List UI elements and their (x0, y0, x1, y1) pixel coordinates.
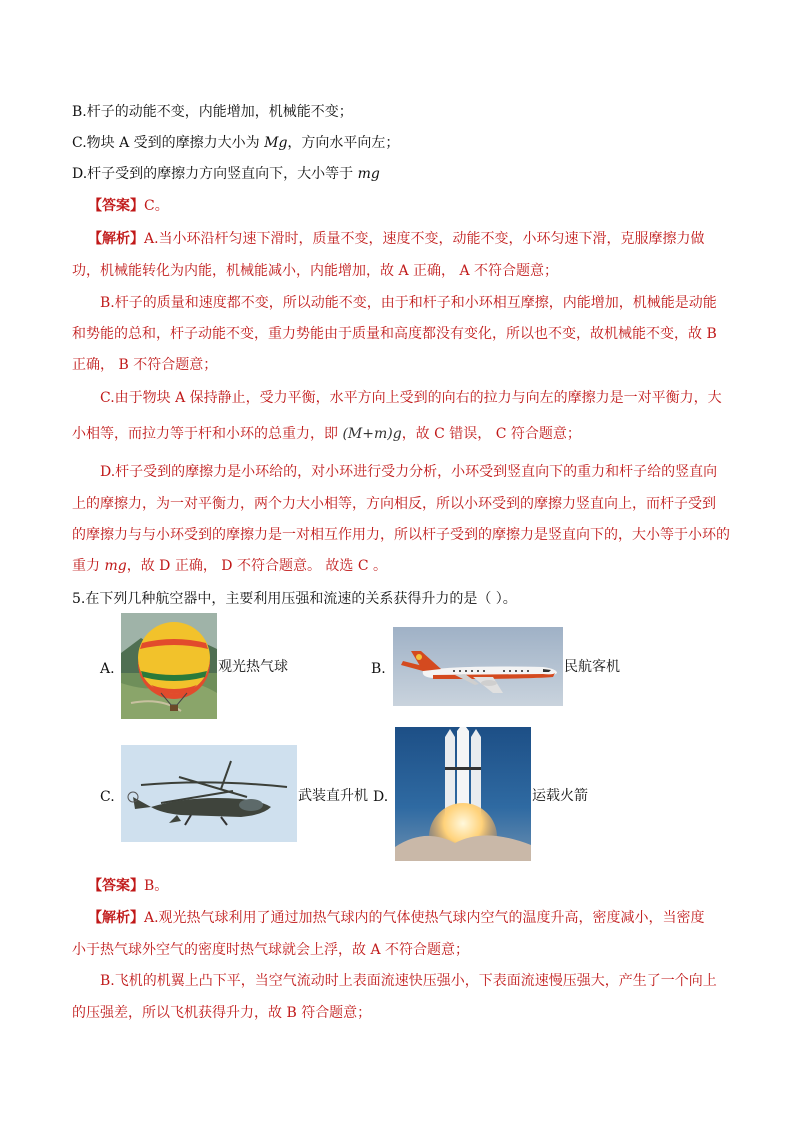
analysis-a-line-1: 【解析】A.当小环沿杆匀速下滑时，质量不变，速度不变，动能不变，小环匀速下滑，克服摩擦力做 (88, 231, 705, 247)
analysis-b-line-1: B.杆子的质量和速度都不变，所以动能不变，由于和杆子和小环相互摩擦，内能增加，机械能是动能 (100, 295, 717, 311)
option-c-prev: C.物块 A 受到的摩擦力大小为 Mg，方向水平向左； (72, 135, 400, 151)
option-b-prev: B.杆子的动能不变，内能增加，机械能不变； (72, 104, 353, 120)
option-b-caption: 民航客机 (564, 659, 620, 675)
analysis-c-line-1: C.由于物块 A 保持静止，受力平衡，水平方向上受到的向右的拉力与向左的摩擦力是一对平衡力，大 (100, 390, 722, 406)
answer-line: 【答案】C。 (88, 198, 169, 214)
option-b-label: B. (371, 661, 386, 677)
analysis5-b-line-2: 的压强差，所以飞机获得升力，故 B 符合题意； (72, 1005, 372, 1021)
analysis-d-line-3: 的摩擦力与与小环受到的摩擦力是一对相互作用力，所以杆子受到的摩擦力是竖直向下的，大小等于小环的 (72, 527, 730, 543)
rocket-image (395, 727, 531, 861)
analysis-d-line-2: 上的摩擦力，为一对平衡力，两个力大小相等，方向相反，所以小环受到的摩擦力竖直向上，而杆子受到 (72, 496, 716, 512)
airliner-image (393, 627, 563, 706)
helicopter-image (121, 745, 297, 842)
analysis-c-line-2: 小相等，而拉力等于杆和小环的总重力，即 (M+m)g，故 C 错误， C 符合题意； (72, 426, 581, 442)
analysis5-a-line-2: 小于热气球外空气的密度时热气球就会上浮，故 A 不符合题意； (72, 942, 470, 958)
option-d-prev: D.杆子受到的摩擦力方向竖直向下，大小等于 mg (72, 166, 380, 182)
question-5-stem: 5.在下列几种航空器中，主要利用压强和流速的关系获得升力的是（ ）。 (72, 591, 517, 607)
option-d-label: D. (373, 789, 389, 805)
analysis-d-line-4: 重力 mg，故 D 正确， D 不符合题意。 故选 C 。 (72, 558, 388, 574)
analysis5-a-line-1: 【解析】A.观光热气球利用了通过加热气球内的气体使热气球内空气的温度升高，密度减小，当密度 (88, 910, 705, 926)
analysis5-b-line-1: B.飞机的机翼上凸下平，当空气流动时上表面流速快压强小，下表面流速慢压强大，产生了一个向上 (100, 973, 717, 989)
hot-air-balloon-image (121, 613, 217, 719)
option-c-label: C. (100, 789, 115, 805)
analysis-d-line-1: D.杆子受到的摩擦力是小环给的，对小环进行受力分析，小环受到竖直向下的重力和杆子给的竖直向 (100, 464, 718, 480)
analysis-b-line-3: 正确， B 不符合题意； (72, 357, 218, 373)
option-c-caption: 武装直升机 (298, 788, 368, 804)
analysis-b-line-2: 和势能的总和，杆子动能不变，重力势能由于质量和高度都没有变化，所以也不变，故机械能不变，故 B (72, 326, 717, 342)
option-a-label: A. (100, 661, 115, 677)
answer-5-line: 【答案】B。 (88, 878, 169, 894)
option-a-caption: 观光热气球 (218, 659, 288, 675)
option-d-caption: 运载火箭 (532, 788, 588, 804)
analysis-a-line-2: 功，机械能转化为内能，机械能减小，内能增加，故 A 正确， A 不符合题意； (72, 263, 559, 279)
